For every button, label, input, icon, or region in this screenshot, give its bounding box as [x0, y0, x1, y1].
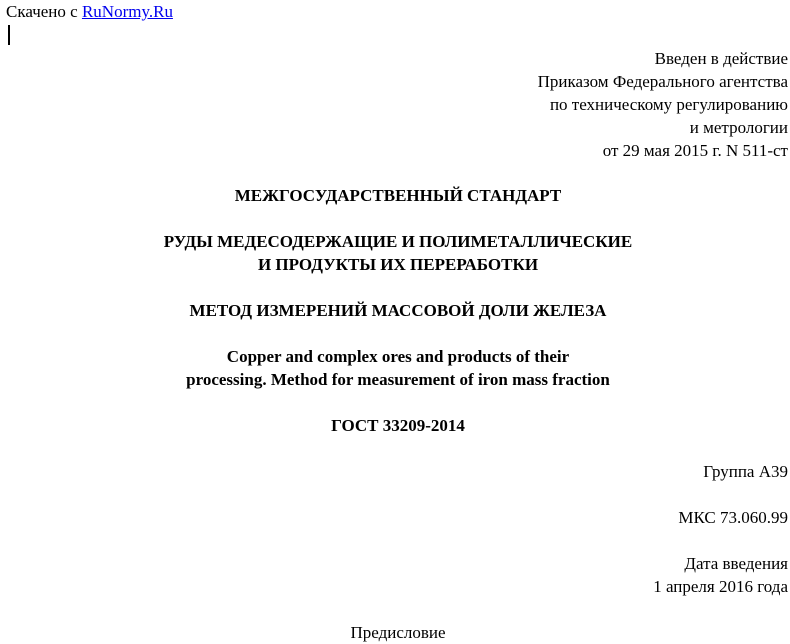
gost-number: ГОСТ 33209-2014 [331, 416, 465, 435]
enactment-line-2: Приказом Федерального агентства [537, 72, 788, 91]
method-heading [0, 299, 790, 322]
enactment-line-4: и метрологии [689, 118, 788, 137]
foreword-heading: Предисловие [350, 623, 446, 642]
intro-date-block [653, 552, 788, 598]
gost-heading [0, 414, 790, 437]
text-cursor [8, 25, 10, 45]
enactment-line-3: по техническому регулированию [549, 95, 788, 114]
standard-type-heading [0, 184, 790, 207]
english-title-line-2: processing. Method for measurement of iron mass fraction [186, 370, 610, 389]
mks-block [678, 506, 788, 529]
group-block [703, 460, 788, 483]
source-line [6, 2, 173, 22]
mks-code: МКС 73.060.99 [678, 508, 788, 527]
russian-title-line-2: И ПРОДУКТЫ ИХ ПЕРЕРАБОТКИ [257, 255, 539, 274]
russian-title [0, 230, 790, 276]
intro-date-value: 1 апреля 2016 года [653, 577, 788, 596]
enactment-block [538, 47, 788, 162]
english-title [0, 345, 790, 391]
russian-title-line-1: РУДЫ МЕДЕСОДЕРЖАЩИЕ И ПОЛИМЕТАЛЛИЧЕСКИЕ [163, 232, 633, 251]
english-title-line-1: Copper and complex ores and products of their [226, 347, 570, 366]
method-title: МЕТОД ИЗМЕРЕНИЙ МАССОВОЙ ДОЛИ ЖЕЛЕЗА [189, 301, 607, 320]
runormy-link[interactable]: RuNormy.Ru [81, 2, 173, 21]
intro-date-label: Дата введения [684, 554, 788, 573]
enactment-line-1: Введен в действие [654, 49, 788, 68]
group-code: Группа А39 [703, 462, 788, 481]
standard-type: МЕЖГОСУДАРСТВЕННЫЙ СТАНДАРТ [234, 186, 562, 205]
enactment-line-5: от 29 мая 2015 г. N 511-ст [602, 141, 788, 160]
source-prefix: Скачено с [6, 2, 82, 21]
